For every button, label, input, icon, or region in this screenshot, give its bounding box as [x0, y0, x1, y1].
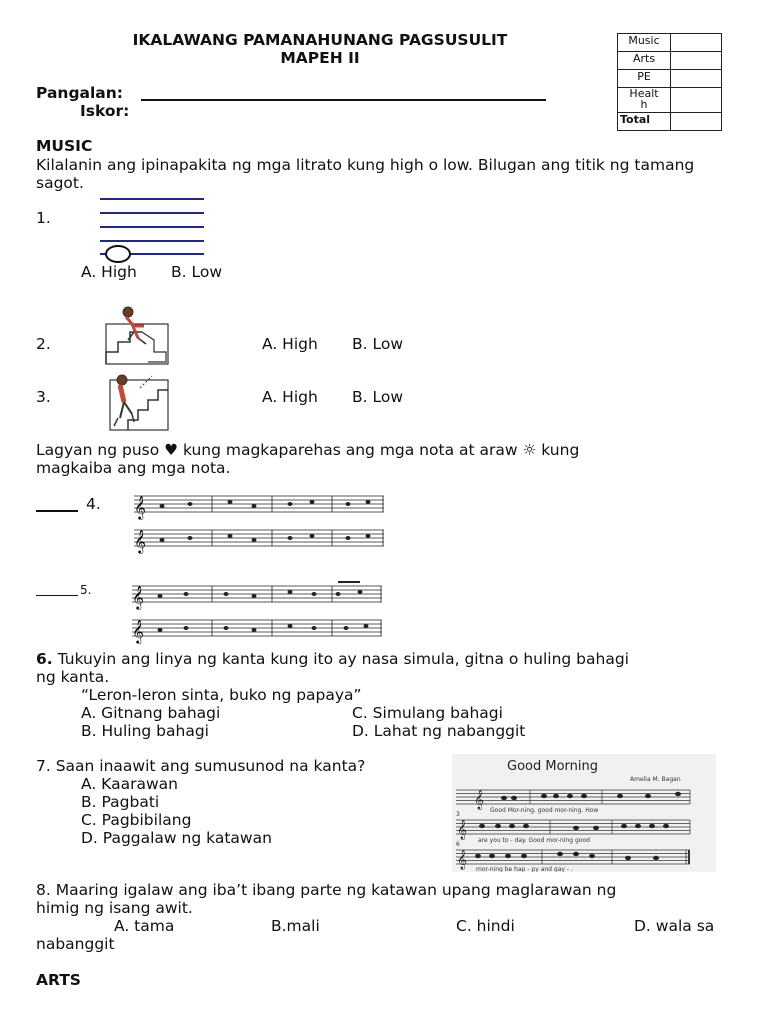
q6-number: 6.: [36, 650, 53, 668]
q6-option-a[interactable]: A. Gitnang bahagi: [81, 704, 221, 722]
svg-text:𝄞: 𝄞: [474, 790, 485, 810]
score-cell[interactable]: [671, 88, 722, 113]
svg-text:3: 3: [456, 811, 460, 818]
q6-text-line1: [36, 650, 629, 668]
svg-text:𝄞: 𝄞: [134, 529, 146, 553]
score-label: Total: [618, 113, 671, 131]
q3-option-a[interactable]: A. High: [262, 388, 318, 406]
score-table: [617, 33, 722, 131]
q2-option-b[interactable]: B. Low: [352, 335, 404, 353]
q2-number: 2.: [36, 335, 51, 353]
name-field[interactable]: [141, 99, 546, 101]
q7-option-b[interactable]: B. Pagbati: [81, 793, 160, 811]
score-label: Healt h: [618, 88, 671, 113]
score-label: PE: [618, 70, 671, 88]
score-cell[interactable]: [671, 34, 722, 52]
svg-text:𝄞: 𝄞: [132, 619, 144, 643]
score-label: Arts: [618, 52, 671, 70]
exam-subtitle: MAPEH II: [280, 49, 360, 67]
q7-option-d[interactable]: D. Paggalaw ng katawan: [81, 829, 272, 847]
score-cell[interactable]: [671, 70, 722, 88]
name-label: Pangalan:: [36, 84, 123, 102]
score-row-total: [618, 113, 722, 131]
q8-option-b[interactable]: B.mali: [271, 917, 320, 935]
q8-option-d-continued: nabanggit: [36, 935, 115, 953]
score-label: Music: [618, 34, 671, 52]
svg-text:𝄞: 𝄞: [132, 585, 144, 609]
q6-text-line2: ng kanta.: [36, 668, 110, 686]
notes-instructions-line2: magkaiba ang mga nota.: [36, 459, 231, 477]
q7-option-a[interactable]: A. Kaarawan: [81, 775, 178, 793]
svg-text:6: 6: [456, 841, 460, 848]
song-sheet-image: [452, 754, 716, 872]
q8-text-line2: himig ng isang awit.: [36, 899, 193, 917]
song-lyrics-line1: Good Mor-ning, good mor-ning. How: [490, 807, 599, 814]
q5-answer-blank[interactable]: [36, 595, 78, 596]
song-title: Good Morning: [507, 759, 598, 774]
q7-question: 7. Saan inaawit ang sumusunod na kanta?: [36, 757, 366, 775]
q1-staff-image: [98, 196, 206, 262]
q6-option-c[interactable]: C. Simulang bahagi: [352, 704, 503, 722]
q3-stairs-up-image: [104, 370, 170, 432]
q4-answer-blank[interactable]: [36, 510, 78, 512]
q4-number: 4.: [86, 495, 101, 513]
svg-text:𝄞: 𝄞: [457, 850, 468, 870]
score-row-arts: [618, 52, 722, 70]
song-lyrics-line3: mor-ning be hap - py and gay - .: [476, 866, 573, 872]
svg-text:𝄞: 𝄞: [457, 820, 468, 840]
score-cell[interactable]: [671, 52, 722, 70]
arts-heading: ARTS: [36, 971, 81, 989]
q6-quote: “Leron-leron sinta, buko ng papaya”: [81, 686, 362, 704]
q6-option-b[interactable]: B. Huling bahagi: [81, 722, 209, 740]
score-row-music: [618, 34, 722, 52]
q8-option-c[interactable]: C. hindi: [456, 917, 515, 935]
q4-notation-image: [132, 490, 386, 556]
q6-question: Tukuyin ang linya ng kanta kung ito ay nasa simula, gitna o huling bahagi: [57, 650, 629, 668]
score-row-health: [618, 88, 722, 113]
q6-option-d[interactable]: D. Lahat ng nabanggit: [352, 722, 526, 740]
q5-number: 5.: [80, 583, 92, 597]
q2-stairs-down-image: [104, 304, 172, 366]
q1-option-b[interactable]: B. Low: [171, 263, 223, 281]
song-lyrics-line2: are you to - day. Good mor-ning good: [478, 837, 590, 844]
music-instructions: Kilalanin ang ipinapakita ng mga litrato kung high o low. Bilugan ang titik ng tamang sagot.: [36, 156, 695, 192]
whole-note-icon: [105, 245, 131, 263]
q8-text-line1: 8. Maaring igalaw ang iba’t ibang parte ng katawan upang maglarawan ng: [36, 881, 617, 899]
q5-notation-image: [130, 580, 384, 644]
q3-option-b[interactable]: B. Low: [352, 388, 404, 406]
q7-option-c[interactable]: C. Pagbibilang: [81, 811, 192, 829]
exam-title: IKALAWANG PAMANAHUNANG PAGSUSULIT: [132, 31, 508, 49]
svg-text:𝄞: 𝄞: [134, 495, 146, 519]
notes-instructions-line1: Lagyan ng puso ♥ kung magkaparehas ang mga nota at araw ☼ kung: [36, 441, 580, 459]
q2-option-a[interactable]: A. High: [262, 335, 318, 353]
song-author: Amelia M. Bagan: [630, 776, 681, 783]
q1-number: 1.: [36, 209, 51, 227]
score-label-text: Iskor:: [80, 102, 130, 120]
q1-option-a[interactable]: A. High: [81, 263, 137, 281]
q3-number: 3.: [36, 388, 51, 406]
music-heading: MUSIC: [36, 137, 93, 155]
q8-option-a[interactable]: A. tama: [114, 917, 175, 935]
score-cell[interactable]: [671, 113, 722, 131]
score-row-pe: [618, 70, 722, 88]
q8-option-d[interactable]: D. wala sa: [634, 917, 715, 935]
